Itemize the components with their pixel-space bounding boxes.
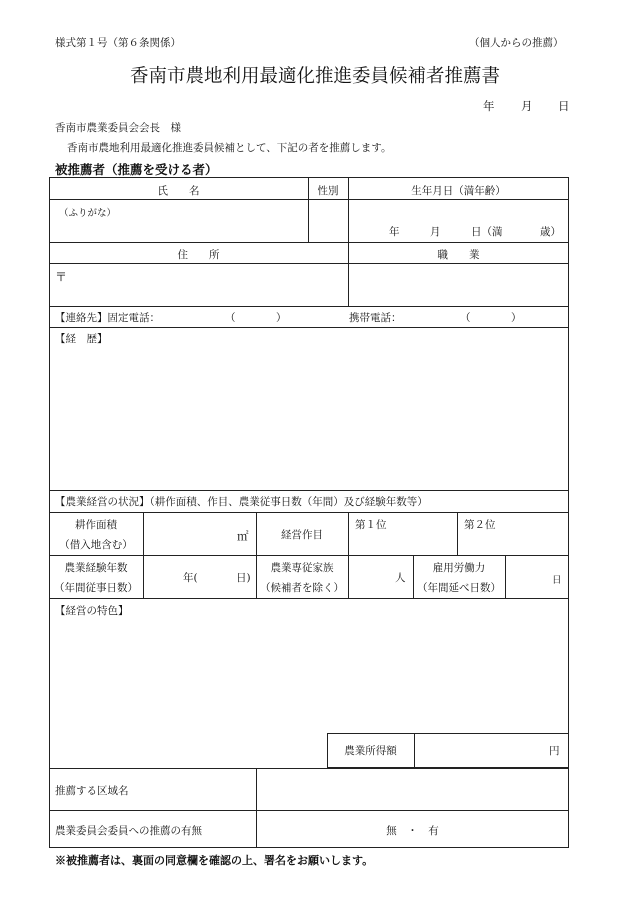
experience-day-label: 日) xyxy=(236,572,251,584)
farming-section-label: 【農業経営の状況】（耕作面積、作目、農業従事日数（年間）及び経験年数等） xyxy=(55,496,428,508)
labor-label: 雇用労働力 xyxy=(432,562,486,574)
family-label: 農業専従家族 xyxy=(270,562,334,574)
address-header: 住 所 xyxy=(177,249,220,261)
experience-year-label: 年( xyxy=(183,572,198,584)
experience-sub-label: （年間従事日数） xyxy=(54,582,138,594)
addressee: 香南市農業委員会会長 様 xyxy=(55,122,181,134)
name-field[interactable] xyxy=(59,216,305,240)
family-unit: 人 xyxy=(395,572,406,584)
landline-paren-close: ） xyxy=(276,312,287,324)
career-label: 【経 歴】 xyxy=(55,333,108,345)
birthdate-header: 生年月日（満年齢） xyxy=(411,185,506,197)
contact-label: 【連絡先】固定電話： xyxy=(55,312,160,324)
date-month-label: 月 xyxy=(521,99,533,113)
furigana-label: （ふりがな） xyxy=(59,208,117,219)
mobile-paren-close: ） xyxy=(511,312,522,324)
gender-header: 性別 xyxy=(317,185,339,197)
date-day-label: 日 xyxy=(558,99,570,113)
career-field[interactable] xyxy=(55,348,563,486)
area-sub-label: （借入地含む） xyxy=(59,539,133,551)
family-sub-label: （候補者を除く） xyxy=(260,582,344,594)
committee-choice[interactable]: 無 ・ 有 xyxy=(386,825,439,837)
district-label: 推薦する区域名 xyxy=(55,785,129,797)
area-label: 耕作面積 xyxy=(75,519,117,531)
page-title: 香南市農地利用最適化推進委員候補者推薦書 xyxy=(129,66,500,87)
income-label: 農業所得額 xyxy=(344,745,397,757)
footer-note: ※被推薦者は、裏面の同意欄を確認の上、署名をお願いします。 xyxy=(55,854,374,867)
gender-field[interactable] xyxy=(310,201,347,241)
birth-day-label: 日（満 xyxy=(471,226,503,238)
statement: 香南市農地利用最適化推進委員候補として、下記の者を推薦します。 xyxy=(67,142,392,154)
labor-unit: 日 xyxy=(552,575,562,586)
occupation-field[interactable] xyxy=(351,266,566,304)
address-field[interactable] xyxy=(70,266,345,304)
form-type: （個人からの推薦） xyxy=(469,37,564,49)
features-field[interactable] xyxy=(55,620,563,728)
income-field[interactable] xyxy=(417,736,547,765)
experience-label: 農業経験年数 xyxy=(64,562,128,574)
features-label: 【経営の特色】 xyxy=(55,605,129,617)
birth-year-label: 年 xyxy=(389,226,400,238)
crop-label: 経営作目 xyxy=(281,529,323,541)
crop-second-label: 第２位 xyxy=(464,519,496,531)
occupation-header: 職 業 xyxy=(437,249,480,261)
labor-sub-label: （年間延べ日数） xyxy=(417,582,501,594)
committee-label: 農業委員会委員への推薦の有無 xyxy=(55,825,202,837)
date-year-label: 年 xyxy=(483,99,495,113)
area-unit: ㎡ xyxy=(237,529,249,543)
birth-month-label: 月 xyxy=(430,226,441,238)
birth-age-label: 歳） xyxy=(540,226,561,238)
mobile-paren-open: （ xyxy=(460,312,471,324)
form-number: 様式第１号（第６条関係） xyxy=(55,37,181,49)
section-title: 被推薦者（推薦を受ける者） xyxy=(55,162,218,177)
name-header: 氏 名 xyxy=(157,185,200,197)
district-field[interactable] xyxy=(260,771,565,807)
income-unit: 円 xyxy=(549,745,560,757)
landline-paren-open: （ xyxy=(225,312,236,324)
mobile-label: 携帯電話： xyxy=(349,312,402,324)
postal-mark: 〒 xyxy=(55,270,68,284)
crop-first-label: 第１位 xyxy=(355,519,387,531)
